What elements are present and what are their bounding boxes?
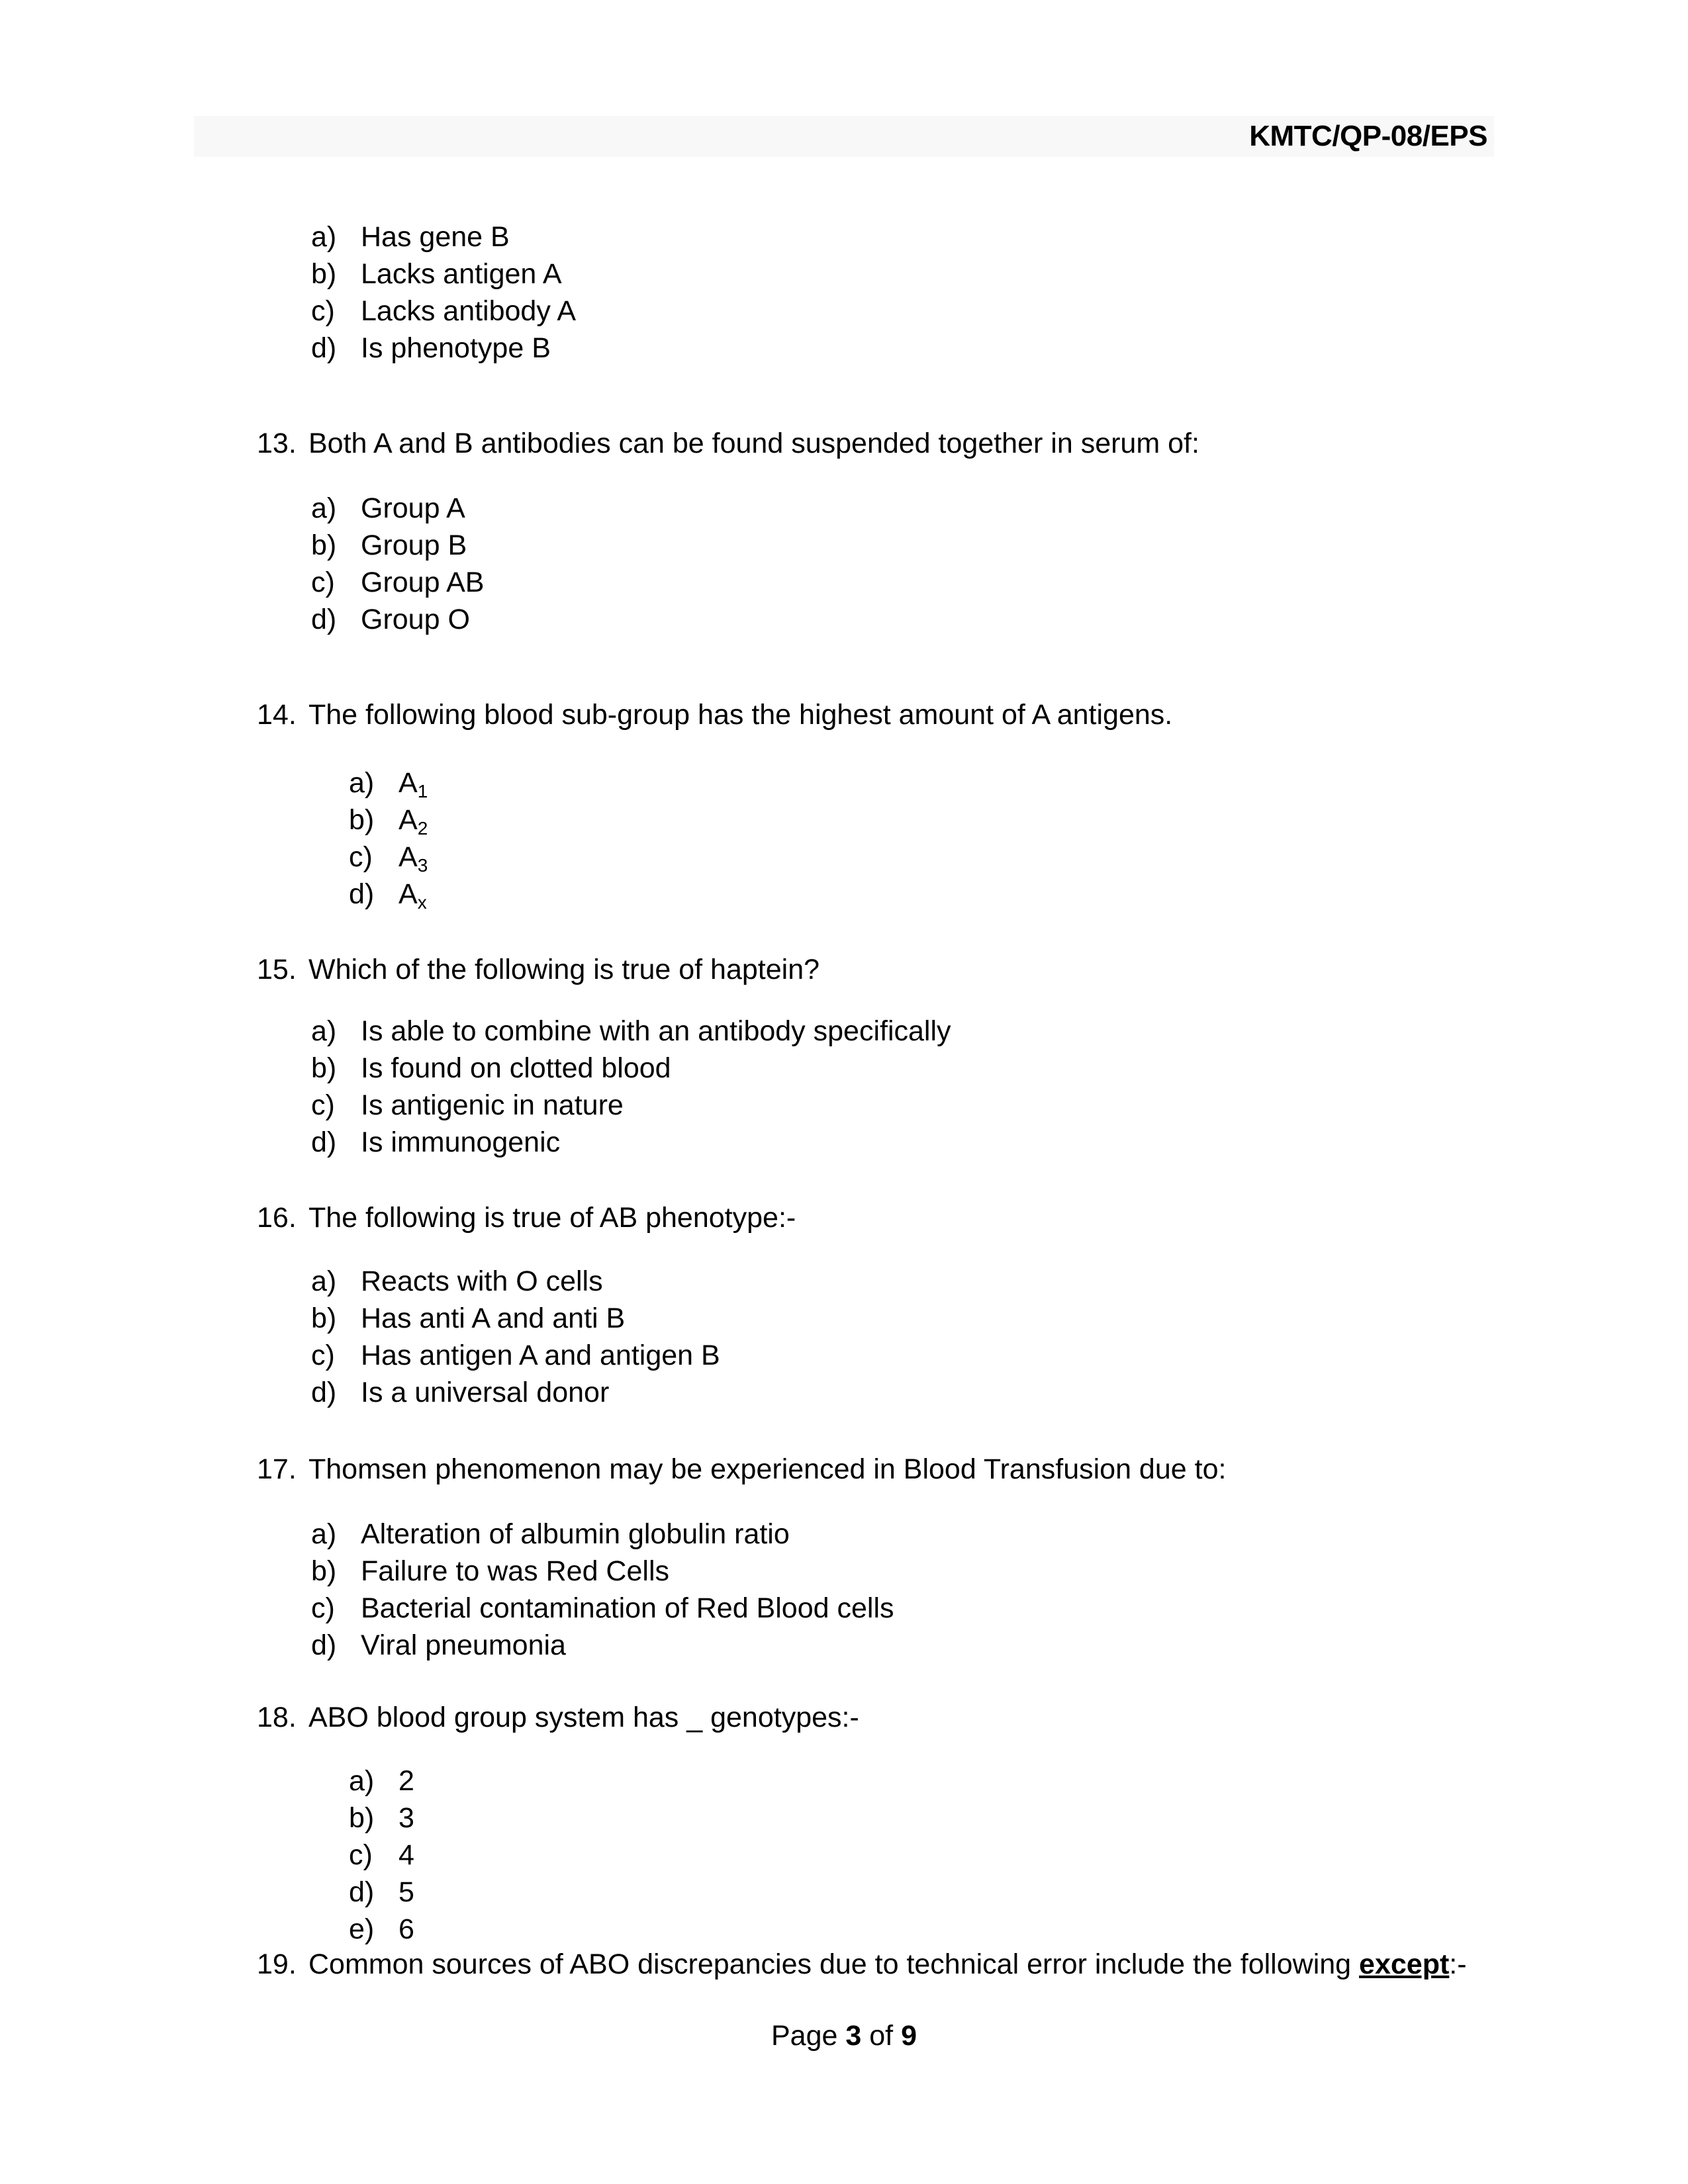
question-17 — [257, 1451, 1226, 1488]
option-row — [311, 601, 484, 638]
option-text: A3 — [399, 841, 428, 876]
option-subscript: x — [417, 892, 427, 913]
option-row — [311, 1516, 894, 1553]
question-text: Thomsen phenomenon may be experienced in Blood Transfusion due to: — [308, 1453, 1227, 1485]
option-row — [311, 1050, 951, 1087]
footer-page-label: Page — [771, 2020, 846, 2052]
option-text: Group A — [361, 492, 465, 524]
option-letter: c) — [311, 567, 335, 598]
option-row — [349, 1762, 414, 1799]
option-letter: a) — [311, 1265, 337, 1297]
option-row — [349, 1911, 414, 1948]
option-text: Alteration of albumin globulin ratio — [361, 1518, 790, 1550]
option-row — [311, 1300, 720, 1337]
option-text: Is able to combine with an antibody specifically — [361, 1015, 951, 1047]
question-number: 13. — [257, 428, 297, 459]
option-text: Group O — [361, 604, 470, 635]
option-text: Ax — [399, 878, 427, 913]
option-letter: d) — [311, 1126, 337, 1158]
option-row — [311, 1374, 720, 1411]
option-text: Is phenotype B — [361, 332, 551, 364]
option-subscript: 3 — [417, 855, 428, 876]
option-text: Reacts with O cells — [361, 1265, 603, 1297]
question-16 — [257, 1199, 796, 1236]
option-letter: d) — [311, 604, 337, 635]
option-letter: a) — [311, 1518, 337, 1550]
option-letter: c) — [349, 841, 373, 873]
option-row — [311, 527, 484, 564]
options-list-q15 — [311, 1013, 951, 1161]
option-letter: c) — [311, 295, 335, 327]
option-row — [311, 1553, 894, 1590]
option-letter: b) — [349, 804, 375, 836]
option-text: Is immunogenic — [361, 1126, 561, 1158]
question-13 — [257, 425, 1199, 462]
question-text: ABO blood group system has _ genotypes:- — [308, 1702, 859, 1733]
option-letter: a) — [311, 1015, 337, 1047]
question-number: 17. — [257, 1453, 297, 1485]
option-row — [311, 1263, 720, 1300]
question-text: Both A and B antibodies can be found suspended together in serum of: — [308, 428, 1199, 459]
option-letter: b) — [311, 1555, 337, 1587]
option-row — [311, 1087, 951, 1124]
document-code: KMTC/QP-08/EPS — [1249, 120, 1487, 152]
option-text: Is antigenic in nature — [361, 1089, 624, 1121]
option-text: Has gene B — [361, 221, 510, 253]
question-text: Which of the following is true of haptein? — [308, 954, 820, 985]
option-letter: a) — [349, 1765, 375, 1797]
option-text: Bacterial contamination of Red Blood cells — [361, 1592, 894, 1624]
option-text: Group AB — [361, 567, 485, 598]
question-number: 15. — [257, 954, 297, 985]
option-letter: b) — [311, 258, 337, 290]
option-row — [311, 1337, 720, 1374]
option-row — [311, 1013, 951, 1050]
option-letter: c) — [349, 1839, 373, 1871]
option-letter: d) — [311, 332, 337, 364]
options-list-q14 — [349, 764, 428, 913]
option-row — [311, 1627, 894, 1664]
option-letter: a) — [311, 492, 337, 524]
option-subscript: 2 — [417, 818, 428, 839]
header-bar — [194, 116, 1494, 157]
option-row — [311, 1124, 951, 1161]
question-number: 16. — [257, 1202, 297, 1234]
question-text-after: :- — [1449, 1948, 1467, 1980]
option-row — [349, 764, 428, 801]
option-text: 4 — [399, 1839, 414, 1871]
option-row — [349, 839, 428, 876]
option-text: A1 — [399, 767, 428, 801]
footer-of-label: of — [861, 2020, 902, 2052]
question-number: 19. — [257, 1948, 297, 1980]
option-letter: b) — [311, 1302, 337, 1334]
option-text: 5 — [399, 1876, 414, 1908]
option-letter: d) — [311, 1629, 337, 1661]
option-text: 3 — [399, 1802, 414, 1834]
option-text: A2 — [399, 804, 428, 839]
question-text-before: Common sources of ABO discrepancies due to technical error include the following — [308, 1948, 1360, 1980]
option-text: Group B — [361, 529, 467, 561]
option-subscript: 1 — [417, 781, 428, 801]
option-text: Lacks antigen A — [361, 258, 562, 290]
option-row — [349, 1874, 414, 1911]
option-letter: d) — [349, 1876, 375, 1908]
question-18 — [257, 1699, 859, 1736]
emphasis-underline: except — [1359, 1948, 1450, 1980]
page-number: 3 — [845, 2020, 862, 2052]
option-letter: a) — [349, 767, 375, 799]
options-list-q12 — [311, 218, 576, 367]
option-letter: e) — [349, 1913, 375, 1945]
question-number: 18. — [257, 1702, 297, 1733]
options-list-q18 — [349, 1762, 414, 1948]
option-text: Has antigen A and antigen B — [361, 1340, 720, 1371]
options-list-q16 — [311, 1263, 720, 1411]
option-letter: c) — [311, 1089, 335, 1121]
options-list-q13 — [311, 490, 484, 638]
option-row — [349, 876, 428, 913]
option-letter: b) — [311, 529, 337, 561]
option-text: Failure to was Red Cells — [361, 1555, 670, 1587]
question-15 — [257, 951, 820, 988]
option-letter: b) — [311, 1052, 337, 1084]
option-text: Is a universal donor — [361, 1377, 610, 1408]
page-footer — [0, 2017, 1688, 2054]
question-number: 14. — [257, 699, 297, 731]
option-row — [349, 801, 428, 839]
option-text: 2 — [399, 1765, 414, 1797]
option-row — [311, 330, 576, 367]
option-row — [311, 293, 576, 330]
option-row — [311, 255, 576, 293]
question-text: The following blood sub-group has the highest amount of A antigens. — [308, 699, 1173, 731]
option-row — [311, 218, 576, 255]
option-text: Has anti A and anti B — [361, 1302, 626, 1334]
option-row — [311, 490, 484, 527]
option-letter: d) — [349, 878, 375, 910]
option-row — [311, 564, 484, 601]
option-letter: d) — [311, 1377, 337, 1408]
question-text: The following is true of AB phenotype:- — [308, 1202, 796, 1234]
option-row — [311, 1590, 894, 1627]
option-text: Lacks antibody A — [361, 295, 577, 327]
option-letter: c) — [311, 1592, 335, 1624]
option-text: 6 — [399, 1913, 414, 1945]
option-text: Viral pneumonia — [361, 1629, 566, 1661]
question-19 — [257, 1946, 1467, 1983]
option-row — [349, 1837, 414, 1874]
options-list-q17 — [311, 1516, 894, 1664]
option-letter: b) — [349, 1802, 375, 1834]
option-text: Is found on clotted blood — [361, 1052, 671, 1084]
option-row — [349, 1799, 414, 1837]
question-text — [308, 1948, 1467, 1980]
option-letter: c) — [311, 1340, 335, 1371]
option-letter: a) — [311, 221, 337, 253]
question-14 — [257, 696, 1172, 733]
total-pages: 9 — [901, 2020, 917, 2052]
